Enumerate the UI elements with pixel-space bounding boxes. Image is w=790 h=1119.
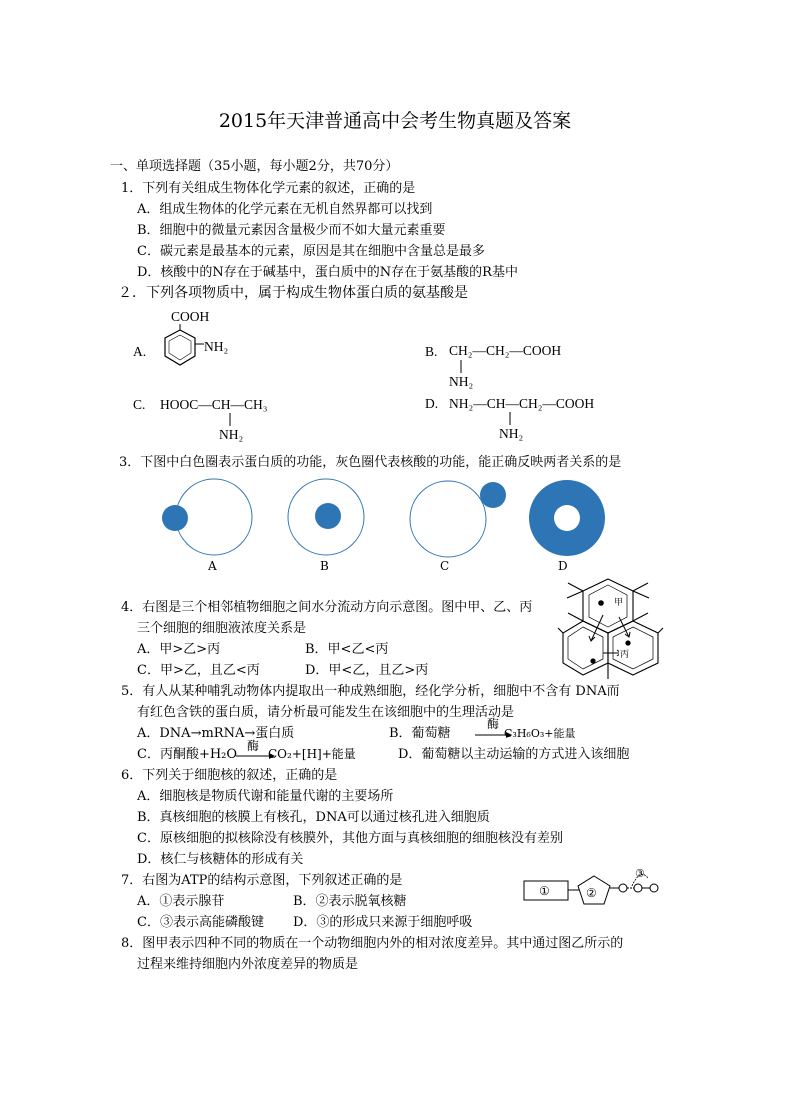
q6-option-a: A．细胞核是物质代谢和能量代谢的主要场所 — [137, 789, 394, 804]
q2-option-b-label: B. — [425, 344, 438, 359]
q6-option-d: D．核仁与核糖体的形成有关 — [137, 852, 304, 867]
q4-option-a: A．甲>乙>丙 — [137, 642, 221, 657]
q2-a-nh2: NH₂ — [204, 339, 229, 354]
q3-stem: 3．下图中白色圈表示蛋白质的功能，灰色圈代表核酸的功能，能正确反映两者关系的是 — [119, 455, 622, 470]
q2-d-nh2: NH₂ — [499, 426, 524, 441]
q3-label-d: D — [558, 559, 568, 573]
q2-option-d-label: D. — [425, 396, 439, 411]
q7-marker-1: ① — [539, 884, 550, 898]
q1-option-d: D．核酸中的N存在于碱基中，蛋白质中的N存在于氨基酸的R基中 — [137, 265, 518, 280]
q6-option-b: B．真核细胞的核膜上有核孔，DNA可以通过核孔进入细胞质 — [137, 810, 490, 825]
q1-option-c: C．碳元素是最基本的元素，原因是其在细胞中含量总是最多 — [137, 244, 485, 259]
q3-label-a: A — [208, 559, 217, 573]
q4-stem-line2: 三个细胞的细胞液浓度关系是 — [137, 621, 307, 636]
q2-c-bond — [229, 413, 233, 427]
q5-option-a: A．DNA→mRNA→蛋白质 — [137, 726, 295, 741]
q2-a-cooh: COOH — [171, 309, 210, 324]
q1-stem: 1．下列有关组成生物体化学元素的叙述，正确的是 — [121, 181, 416, 196]
q5-option-b-prefix: B．葡萄糖 — [389, 726, 451, 741]
q8-stem-line2: 过程来维持细胞内外浓度差异的物质是 — [137, 957, 359, 972]
q5-option-b-product: C₃H₆O₃+能量 — [504, 727, 576, 740]
q3-figure-c — [410, 478, 510, 558]
q5-option-b-enzyme: 酶 — [487, 717, 500, 731]
q7-option-c: C．③表示高能磷酸键 — [137, 915, 264, 930]
q3-figure-d — [528, 478, 608, 558]
q2-c-nh2: NH₂ — [219, 427, 244, 442]
q3-figure-b — [285, 478, 365, 558]
q4-option-c: C．甲>乙，且乙<丙 — [137, 663, 260, 678]
q5-stem-line1: 5．有人从某种哺乳动物体内提取出一种成熟细胞，经化学分析，细胞中不含有 DNA而 — [121, 684, 620, 699]
q2-b-nh2: NH₂ — [449, 374, 474, 389]
q6-option-c: C．原核细胞的拟核除没有核膜外，其他方面与真核细胞的细胞核没有差别 — [137, 831, 563, 846]
q1-option-b: B．细胞中的微量元素因含量极少而不如大量元素重要 — [137, 223, 446, 238]
q7-option-a: A．①表示腺苷 — [137, 894, 225, 909]
q4-plant-cell-diagram — [563, 573, 663, 681]
q3-label-b: B — [320, 559, 329, 573]
q2-d-bond — [509, 412, 513, 426]
q7-marker-2: ② — [586, 886, 597, 900]
q4-cell-bing-label: 丙 — [620, 650, 630, 660]
q2-d-chain: NH₂—CH—CH₂—COOH — [449, 396, 595, 411]
q7-atp-structure-diagram — [522, 864, 678, 910]
q4-cell-jia-label: 甲 — [614, 598, 624, 608]
q8-stem-line1: 8．图甲表示四种不同的物质在一个动物细胞内外的相对浓度差异。其中通过图乙所示的 — [121, 936, 624, 951]
q4-option-d: D．甲<乙，且乙>丙 — [305, 663, 429, 678]
q1-option-a: A．组成生物体的化学元素在无机自然界都可以找到 — [137, 202, 433, 217]
q4-option-b: B．甲<乙<丙 — [305, 642, 389, 657]
q3-figure-a — [155, 478, 255, 558]
q2-option-a-label: A. — [133, 344, 147, 359]
q5-option-c-product: CO₂+[H]+能量 — [268, 747, 356, 761]
benzene-ring-icon — [158, 324, 208, 374]
q7-option-b: B．②表示脱氧核糖 — [293, 894, 407, 909]
q3-label-c: C — [440, 559, 450, 573]
section-heading: 一、单项选择题（35小题，每小题2分，共70分） — [110, 159, 399, 174]
q5-option-c-enzyme: 酶 — [247, 739, 260, 753]
q5-stem-line2: 有红色含铁的蛋白质，请分析最可能发生在该细胞中的生理活动是 — [137, 705, 515, 720]
q6-stem: 6．下列关于细胞核的叙述，正确的是 — [121, 768, 338, 783]
q2-option-c-label: C. — [133, 397, 146, 412]
q7-marker-3: ③ — [635, 867, 645, 880]
page-title: 2015年天津普通高中会考生物真题及答案 — [218, 110, 572, 132]
q4-stem-line1: 4．右图是三个相邻植物细胞之间水分流动方向示意图。图中甲、乙、丙 — [121, 600, 533, 615]
q5-option-c-prefix: C．丙酮酸+H₂O — [137, 747, 238, 762]
q7-option-d: D．③的形成只来源于细胞呼吸 — [293, 915, 473, 930]
q2-c-chain: HOOC—CH—CH₃ — [160, 397, 268, 412]
q2-b-bond — [460, 360, 464, 374]
q2-stem: ２．下列各项物质中，属于构成生物体蛋白质的氨基酸是 — [118, 285, 468, 301]
q5-option-d: D．葡萄糖以主动运输的方式进入该细胞 — [398, 747, 630, 762]
q7-stem: 7．右图为ATP的结构示意图，下列叙述正确的是 — [121, 873, 403, 888]
q2-b-chain: CH₂—CH₂—COOH — [449, 343, 562, 358]
